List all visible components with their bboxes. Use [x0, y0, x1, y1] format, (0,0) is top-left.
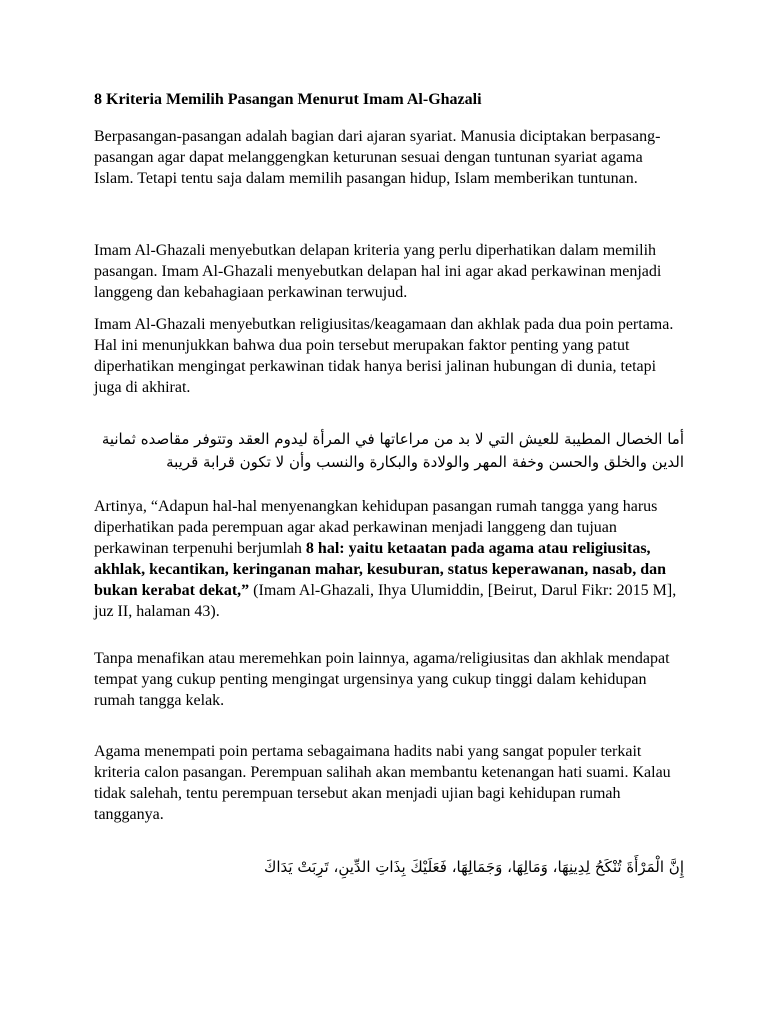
paragraph-translation: [94, 496, 684, 622]
translation-lead: Artinya, “Adapun hal-hal menyenangkan kehidupan pasangan rumah tangga yang harus diperhatikan pada perempuan agar akad perkawinan menjadi langgeng dan tujuan perkawinan terpenuhi berjumlah: [94, 498, 658, 557]
arabic-quote-ghazali: أما الخصال المطيبة للعيش التي لا بد من مراعاتها في المرأة ليدوم العقد وتتوفر مقاصده ثمانية الدين والخلق والحسن وخفة المهر والولادة والبكارة والنسب وأن لا تكون قرابة قريبة: [101, 430, 684, 471]
page-title: 8 Kriteria Memilih Pasangan Menurut Imam Al-Ghazali: [94, 91, 482, 108]
paragraph-intro: Berpasangan-pasangan adalah bagian dari ajaran syariat. Manusia diciptakan berpasang-pasangan agar dapat melanggengkan keturunan sesuai dengan tuntunan syariat agama Islam. Tetapi tentu saja dalam memilih pasangan hidup, Islam memberikan tuntunan.: [94, 128, 661, 187]
paragraph-importance: Tanpa menafikan atau meremehkan poin lainnya, agama/religiusitas dan akhlak mendapat tempat yang cukup penting mengingat urgensinya yang cukup tinggi dalam kehidupan rumah tangga kelak.: [94, 650, 670, 709]
paragraph-hadith-intro: Agama menempati poin pertama sebagaimana hadits nabi yang sangat populer terkait kriteria calon pasangan. Perempuan salihah akan membantu ketenangan hati suami. Kalau tidak salehah, tentu perempuan tersebut akan menjadi ujian bagi kehidupan rumah tangganya.: [94, 743, 671, 823]
paragraph-eight-criteria: Imam Al-Ghazali menyebutkan delapan kriteria yang perlu diperhatikan dalam memilih pasangan. Imam Al-Ghazali menyebutkan delapan hal ini agar akad perkawinan menjadi langgeng dan kebahagiaan perkawinan terwujud.: [94, 242, 662, 301]
paragraph-religiosity: Imam Al-Ghazali menyebutkan religiusitas/keagamaan dan akhlak pada dua poin pertama. Hal ini menunjukkan bahwa dua poin tersebut merupakan faktor penting yang patut diperhatikan mengingat perkawinan tidak hanya berisi jalinan hubungan di dunia, tetapi juga di akhirat.: [94, 316, 674, 396]
translation-bold-criteria: 8 hal: yaitu ketaatan pada agama atau religiusitas, akhlak, kecantikan, keringanan mahar, kesuburan, status keperawanan, nasab, dan bukan kerabat dekat,”: [94, 540, 667, 599]
translation-citation: (Imam Al-Ghazali, Ihya Ulumiddin, [Beirut, Darul Fikr: 2015 M], juz II, halaman 43).: [94, 582, 677, 620]
arabic-hadith: إِنَّ الْمَرْأَةَ تُنْكَحُ لِدِينِهَا، وَمَالِهَا، وَجَمَالِهَا، فَعَلَيْكَ بِذَاتِ الدِّينِ، تَرِبَتْ يَدَاكَ: [264, 858, 684, 876]
